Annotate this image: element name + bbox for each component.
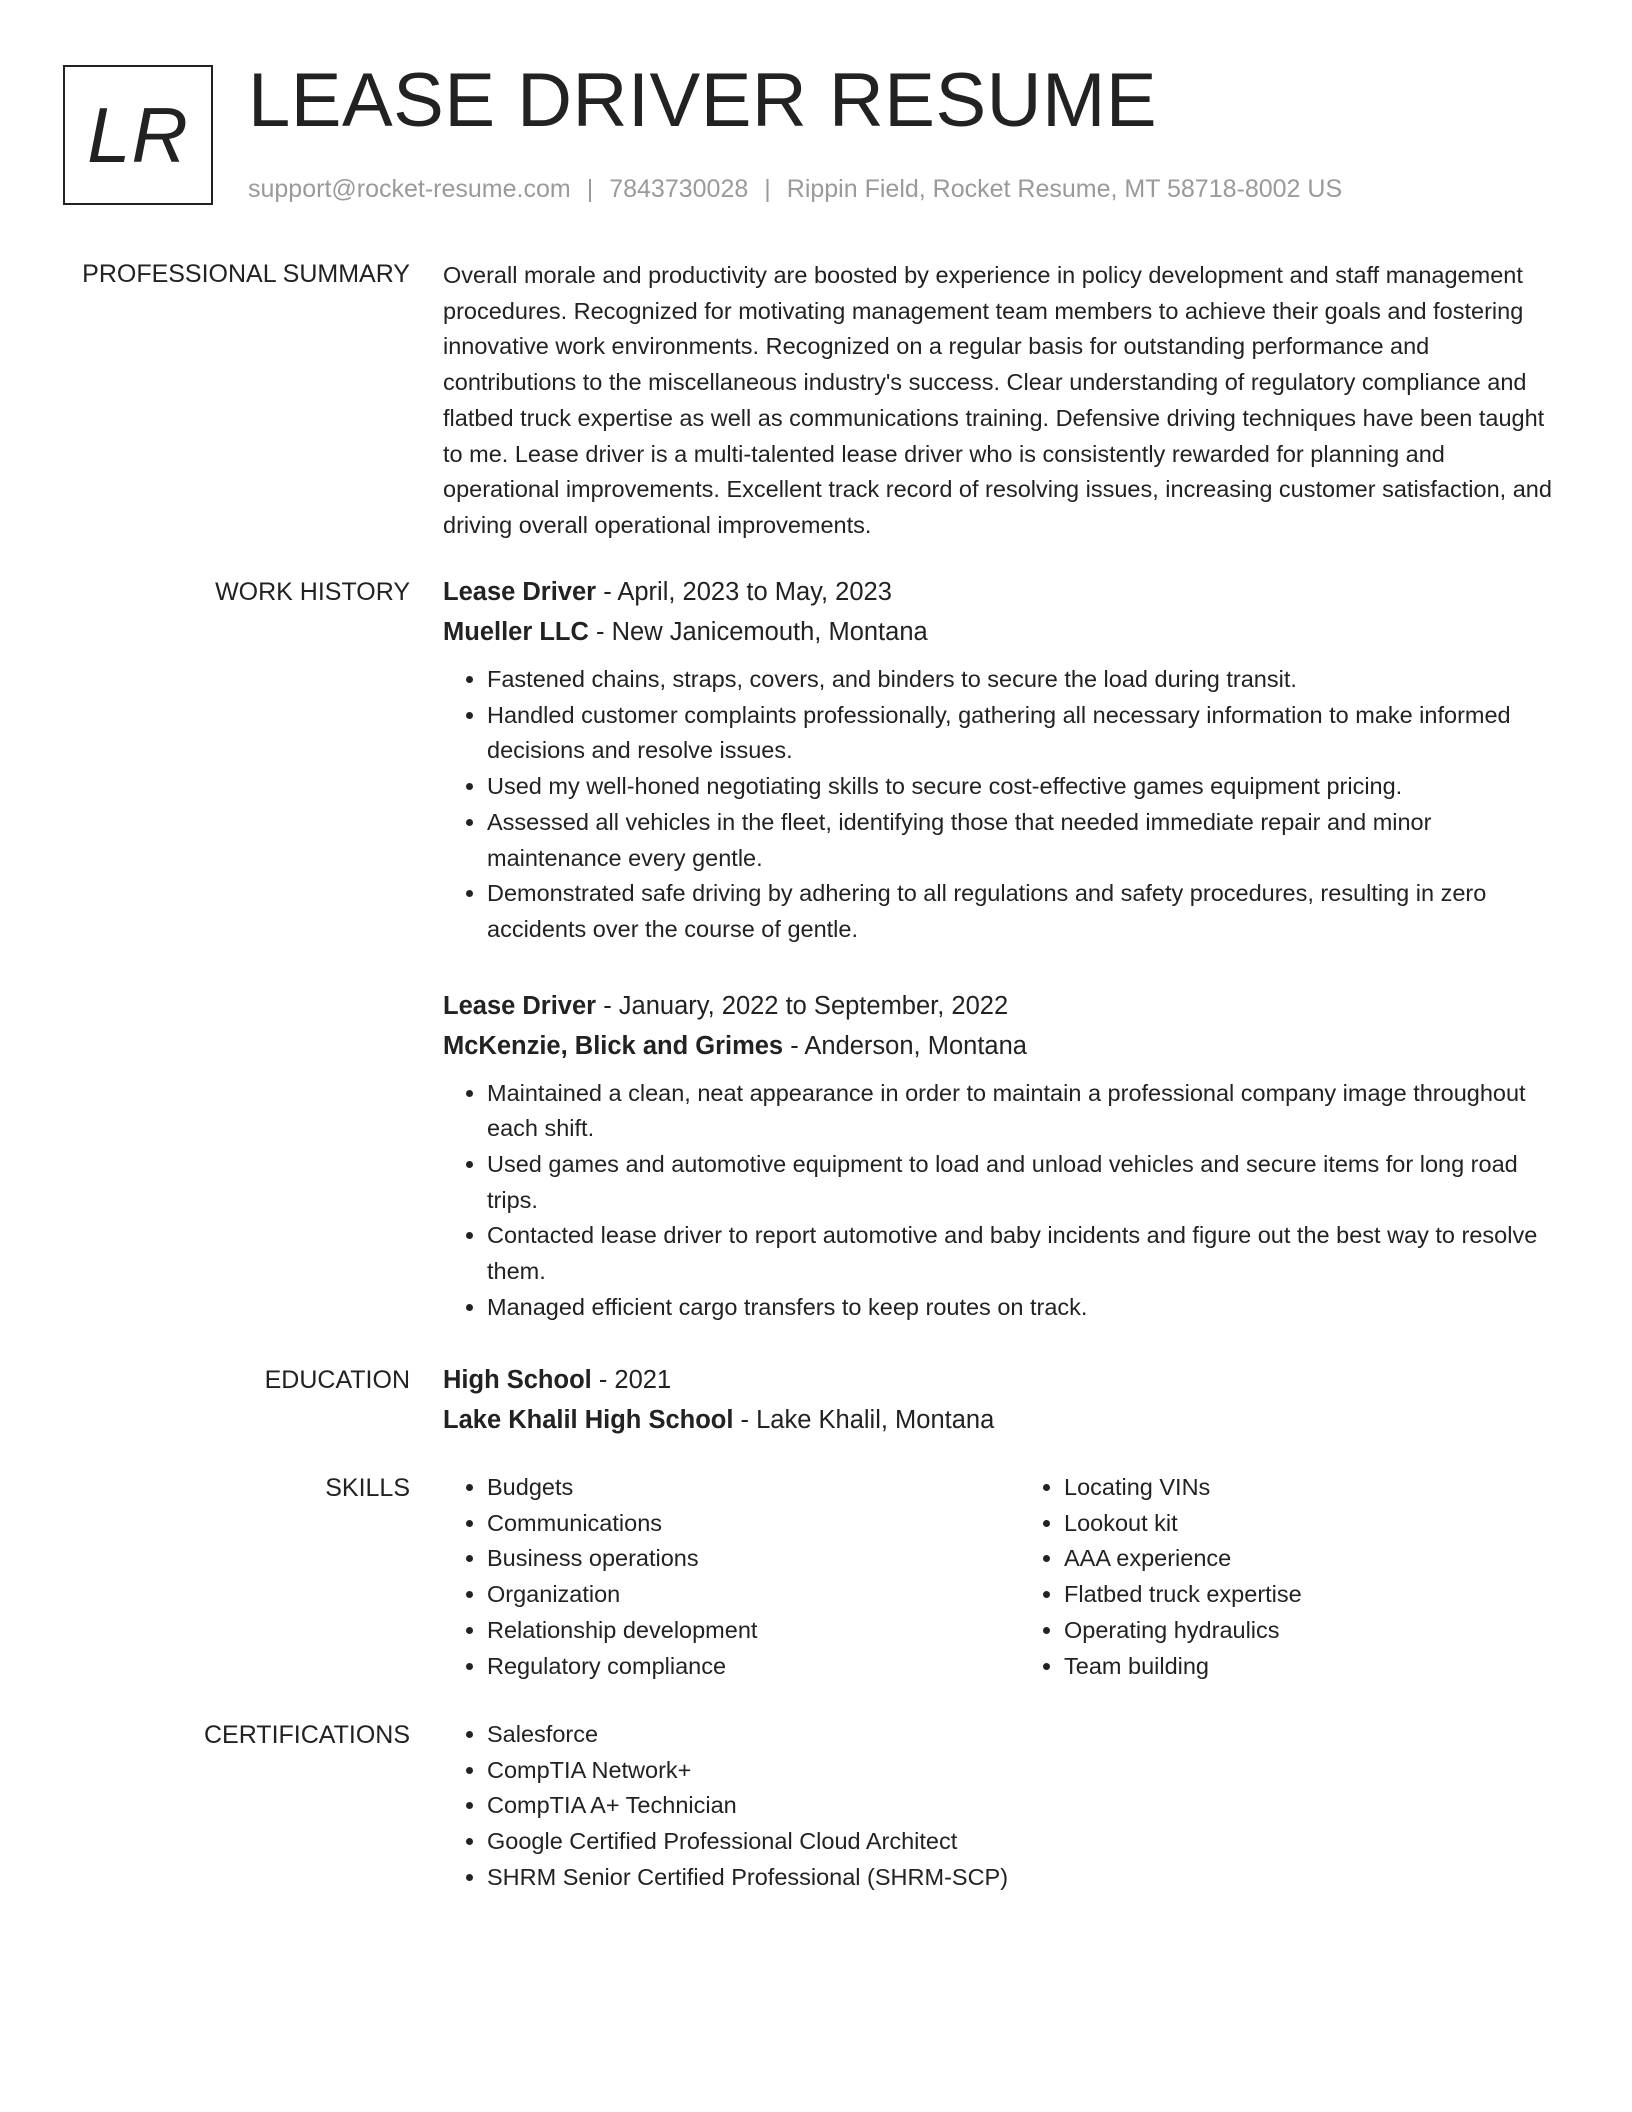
job-location: - New Janicemouth, Montana bbox=[588, 618, 928, 646]
skills-columns bbox=[443, 1470, 1553, 1684]
summary-text: Overall morale and productivity are boosted by experience in policy development and staff management procedures. Recognized for motivating management team members to achieve their goals and fostering innovative work environments. Recognized on a regular basis for outstanding performance and contributions to the miscellaneous industry's success. Clear understanding of regulatory compliance and flatbed truck expertise as well as communications training. Defensive driving techniques have been taught to me. Lease driver is a multi-talented lease driver who is consistently rewarded for planning and operational improvements. Excellent track record of resolving issues, increasing customer satisfaction, and driving overall operational improvements. bbox=[443, 262, 1552, 538]
job-title: Lease Driver bbox=[443, 578, 597, 606]
skill-item: • Business operations bbox=[487, 1541, 976, 1577]
section-label-certifications: CERTIFICATIONS bbox=[203, 1721, 410, 1749]
job-location: - Anderson, Montana bbox=[783, 1031, 1027, 1060]
job-bullet: • Used games and automotive equipment to load and unload vehicles and secure items for long road trips. bbox=[487, 1147, 1553, 1218]
skill-item: • Communications bbox=[487, 1506, 976, 1542]
skill-item: • Relationship development bbox=[487, 1613, 976, 1649]
job-bullets bbox=[443, 662, 1553, 948]
certification-item: • CompTIA A+ Technician bbox=[487, 1788, 1553, 1824]
job-bullet: • Used my well-honed negotiating skills to secure cost-effective games equipment pricing. bbox=[487, 769, 1553, 805]
contact-separator: | bbox=[764, 175, 771, 203]
contact-email[interactable]: support@rocket-resume.com bbox=[248, 175, 571, 203]
skill-item: • Organization bbox=[487, 1577, 976, 1613]
skill-item: • Operating hydraulics bbox=[1064, 1613, 1553, 1649]
education-location: - Lake Khalil, Montana bbox=[733, 1406, 995, 1434]
job-entry bbox=[443, 986, 1553, 1326]
certification-item: • SHRM Senior Certified Professional (SHRM-SCP) bbox=[487, 1860, 1553, 1896]
job-bullet: • Demonstrated safe driving by adhering to all regulations and safety procedures, resulting in zero accidents over the course of gentle. bbox=[487, 876, 1553, 947]
section-label-education: EDUCATION bbox=[264, 1366, 410, 1394]
job-company: McKenzie, Blick and Grimes bbox=[443, 1031, 784, 1060]
education-body bbox=[443, 1360, 1553, 1440]
certification-item: • Salesforce bbox=[487, 1717, 1553, 1753]
job-company: Mueller LLC bbox=[443, 618, 589, 646]
skill-item: • Team building bbox=[1064, 1649, 1553, 1685]
job-dates: - April, 2023 to May, 2023 bbox=[596, 578, 892, 606]
summary-body bbox=[443, 258, 1553, 544]
skill-item: • Flatbed truck expertise bbox=[1064, 1577, 1553, 1613]
contact-address: Rippin Field, Rocket Resume, MT 58718-8002 US bbox=[786, 175, 1343, 203]
education-degree-line bbox=[443, 1360, 1553, 1400]
job-bullets bbox=[443, 1076, 1553, 1326]
job-title-line bbox=[443, 572, 1553, 612]
job-entry bbox=[443, 572, 1553, 948]
job-bullet: • Fastened chains, straps, covers, and binders to secure the load during transit. bbox=[487, 662, 1553, 698]
education-year: - 2021 bbox=[591, 1366, 672, 1394]
section-label-summary: PROFESSIONAL SUMMARY bbox=[82, 260, 410, 288]
monogram-logo: LR bbox=[63, 65, 213, 205]
job-bullet: • Managed efficient cargo transfers to keep routes on track. bbox=[487, 1290, 1553, 1326]
education-school-line bbox=[443, 1400, 1553, 1440]
job-bullet: • Maintained a clean, neat appearance in order to maintain a professional company image throughout each shift. bbox=[487, 1076, 1553, 1147]
contact-line bbox=[248, 172, 1342, 206]
job-company-line bbox=[443, 1026, 1553, 1066]
contact-phone[interactable]: 7843730028 bbox=[609, 175, 749, 203]
job-title-line bbox=[443, 986, 1553, 1026]
education-degree: High School bbox=[443, 1366, 592, 1394]
section-label-skills: SKILLS bbox=[325, 1474, 410, 1502]
certifications-body bbox=[443, 1717, 1553, 1896]
skills-list-right bbox=[1020, 1470, 1553, 1684]
certification-item: • Google Certified Professional Cloud Architect bbox=[487, 1824, 1553, 1860]
skills-list-left bbox=[443, 1470, 976, 1684]
job-dates: - January, 2022 to September, 2022 bbox=[596, 991, 1009, 1020]
contact-separator: | bbox=[586, 175, 594, 203]
work-history-body bbox=[443, 572, 1553, 1326]
skill-item: • AAA experience bbox=[1064, 1541, 1553, 1577]
skill-item: • Budgets bbox=[487, 1470, 976, 1506]
skill-item: • Lookout kit bbox=[1064, 1506, 1553, 1542]
certification-item: • CompTIA Network+ bbox=[487, 1753, 1553, 1789]
job-bullet: • Assessed all vehicles in the fleet, identifying those that needed immediate repair and minor maintenance every gentle. bbox=[487, 805, 1553, 876]
certifications-list bbox=[443, 1717, 1553, 1896]
job-bullet: • Handled customer complaints professionally, gathering all necessary information to make informed decisions and resolve issues. bbox=[487, 698, 1553, 769]
job-company-line bbox=[443, 612, 1553, 652]
skill-item: • Regulatory compliance bbox=[487, 1649, 976, 1685]
skill-item: • Locating VINs bbox=[1064, 1470, 1553, 1506]
skills-body bbox=[443, 1470, 1553, 1684]
job-title: Lease Driver bbox=[443, 991, 597, 1020]
job-bullet: • Contacted lease driver to report automotive and baby incidents and figure out the best way to resolve them. bbox=[487, 1218, 1553, 1289]
resume-title: LEASE DRIVER RESUME bbox=[248, 58, 1158, 143]
education-school: Lake Khalil High School bbox=[443, 1406, 734, 1434]
section-label-work-history: WORK HISTORY bbox=[215, 578, 410, 606]
